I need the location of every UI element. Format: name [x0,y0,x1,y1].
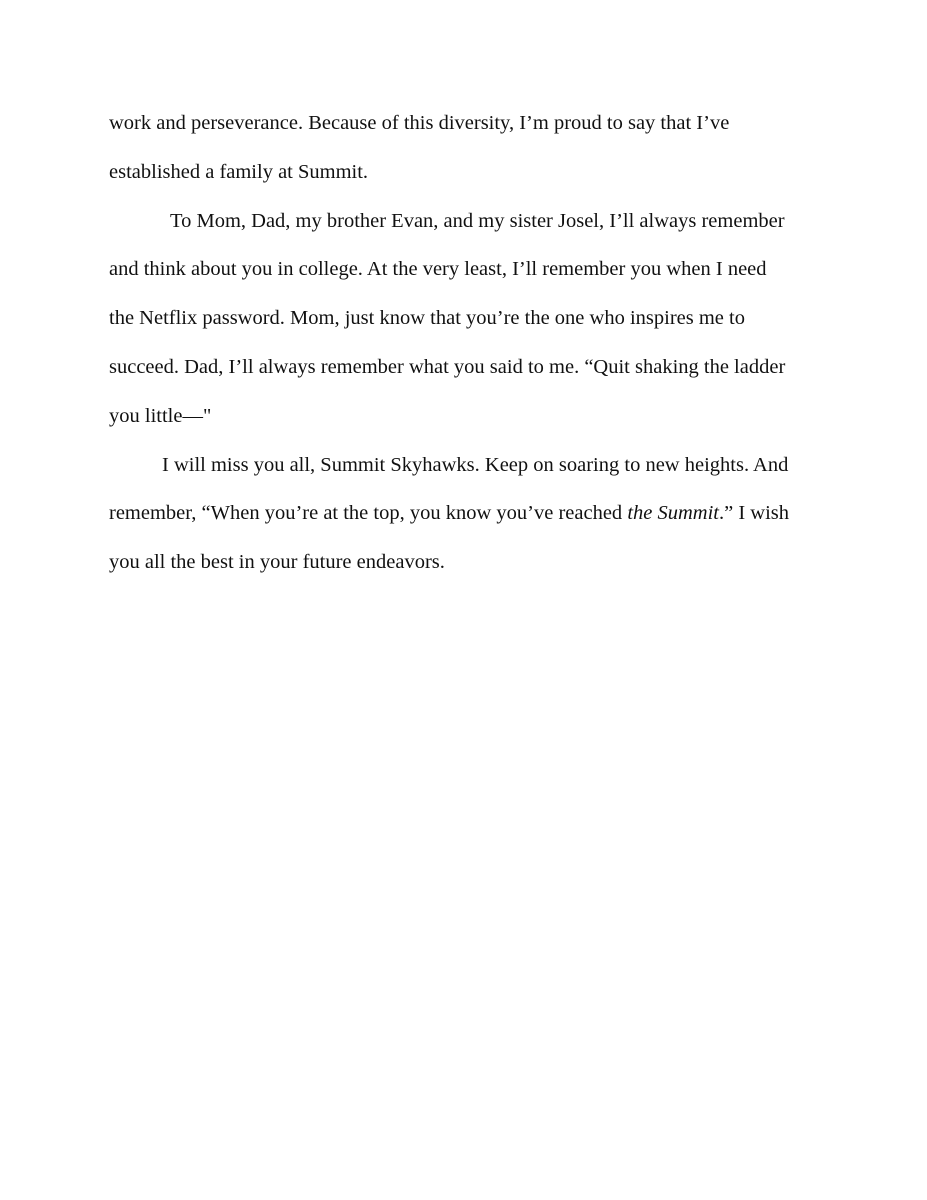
paragraph-3 [109,441,821,587]
paragraph-2 [109,197,821,441]
body-text [109,99,821,587]
text-run: remember, “When you’re at the top, you know you’ve reached [109,502,628,525]
italic-text: the Summit [627,502,719,525]
text-line: succeed. Dad, I’ll always remember what you said to me. “Quit shaking the ladder [109,355,786,378]
text-line: To Mom, Dad, my brother Evan, and my sister Josel, I’ll always remember [170,209,785,232]
text-line: I will miss you all, Summit Skyhawks. Keep on soaring to new heights. And [162,453,789,476]
text-line: you little—" [109,404,212,427]
text-line: and think about you in college. At the very least, I’ll remember you when I need [109,258,767,281]
text-line: you all the best in your future endeavors. [109,551,445,574]
text-line: work and perseverance. Because of this diversity, I’m proud to say that I’ve [109,112,730,134]
text-line: the Netflix password. Mom, just know that you’re the one who inspires me to [109,307,745,330]
text-run: .” I wish [718,502,790,525]
paragraph-1 [109,99,821,197]
text-line-with-emphasis [109,489,821,538]
text-line: established a family at Summit. [109,160,369,183]
